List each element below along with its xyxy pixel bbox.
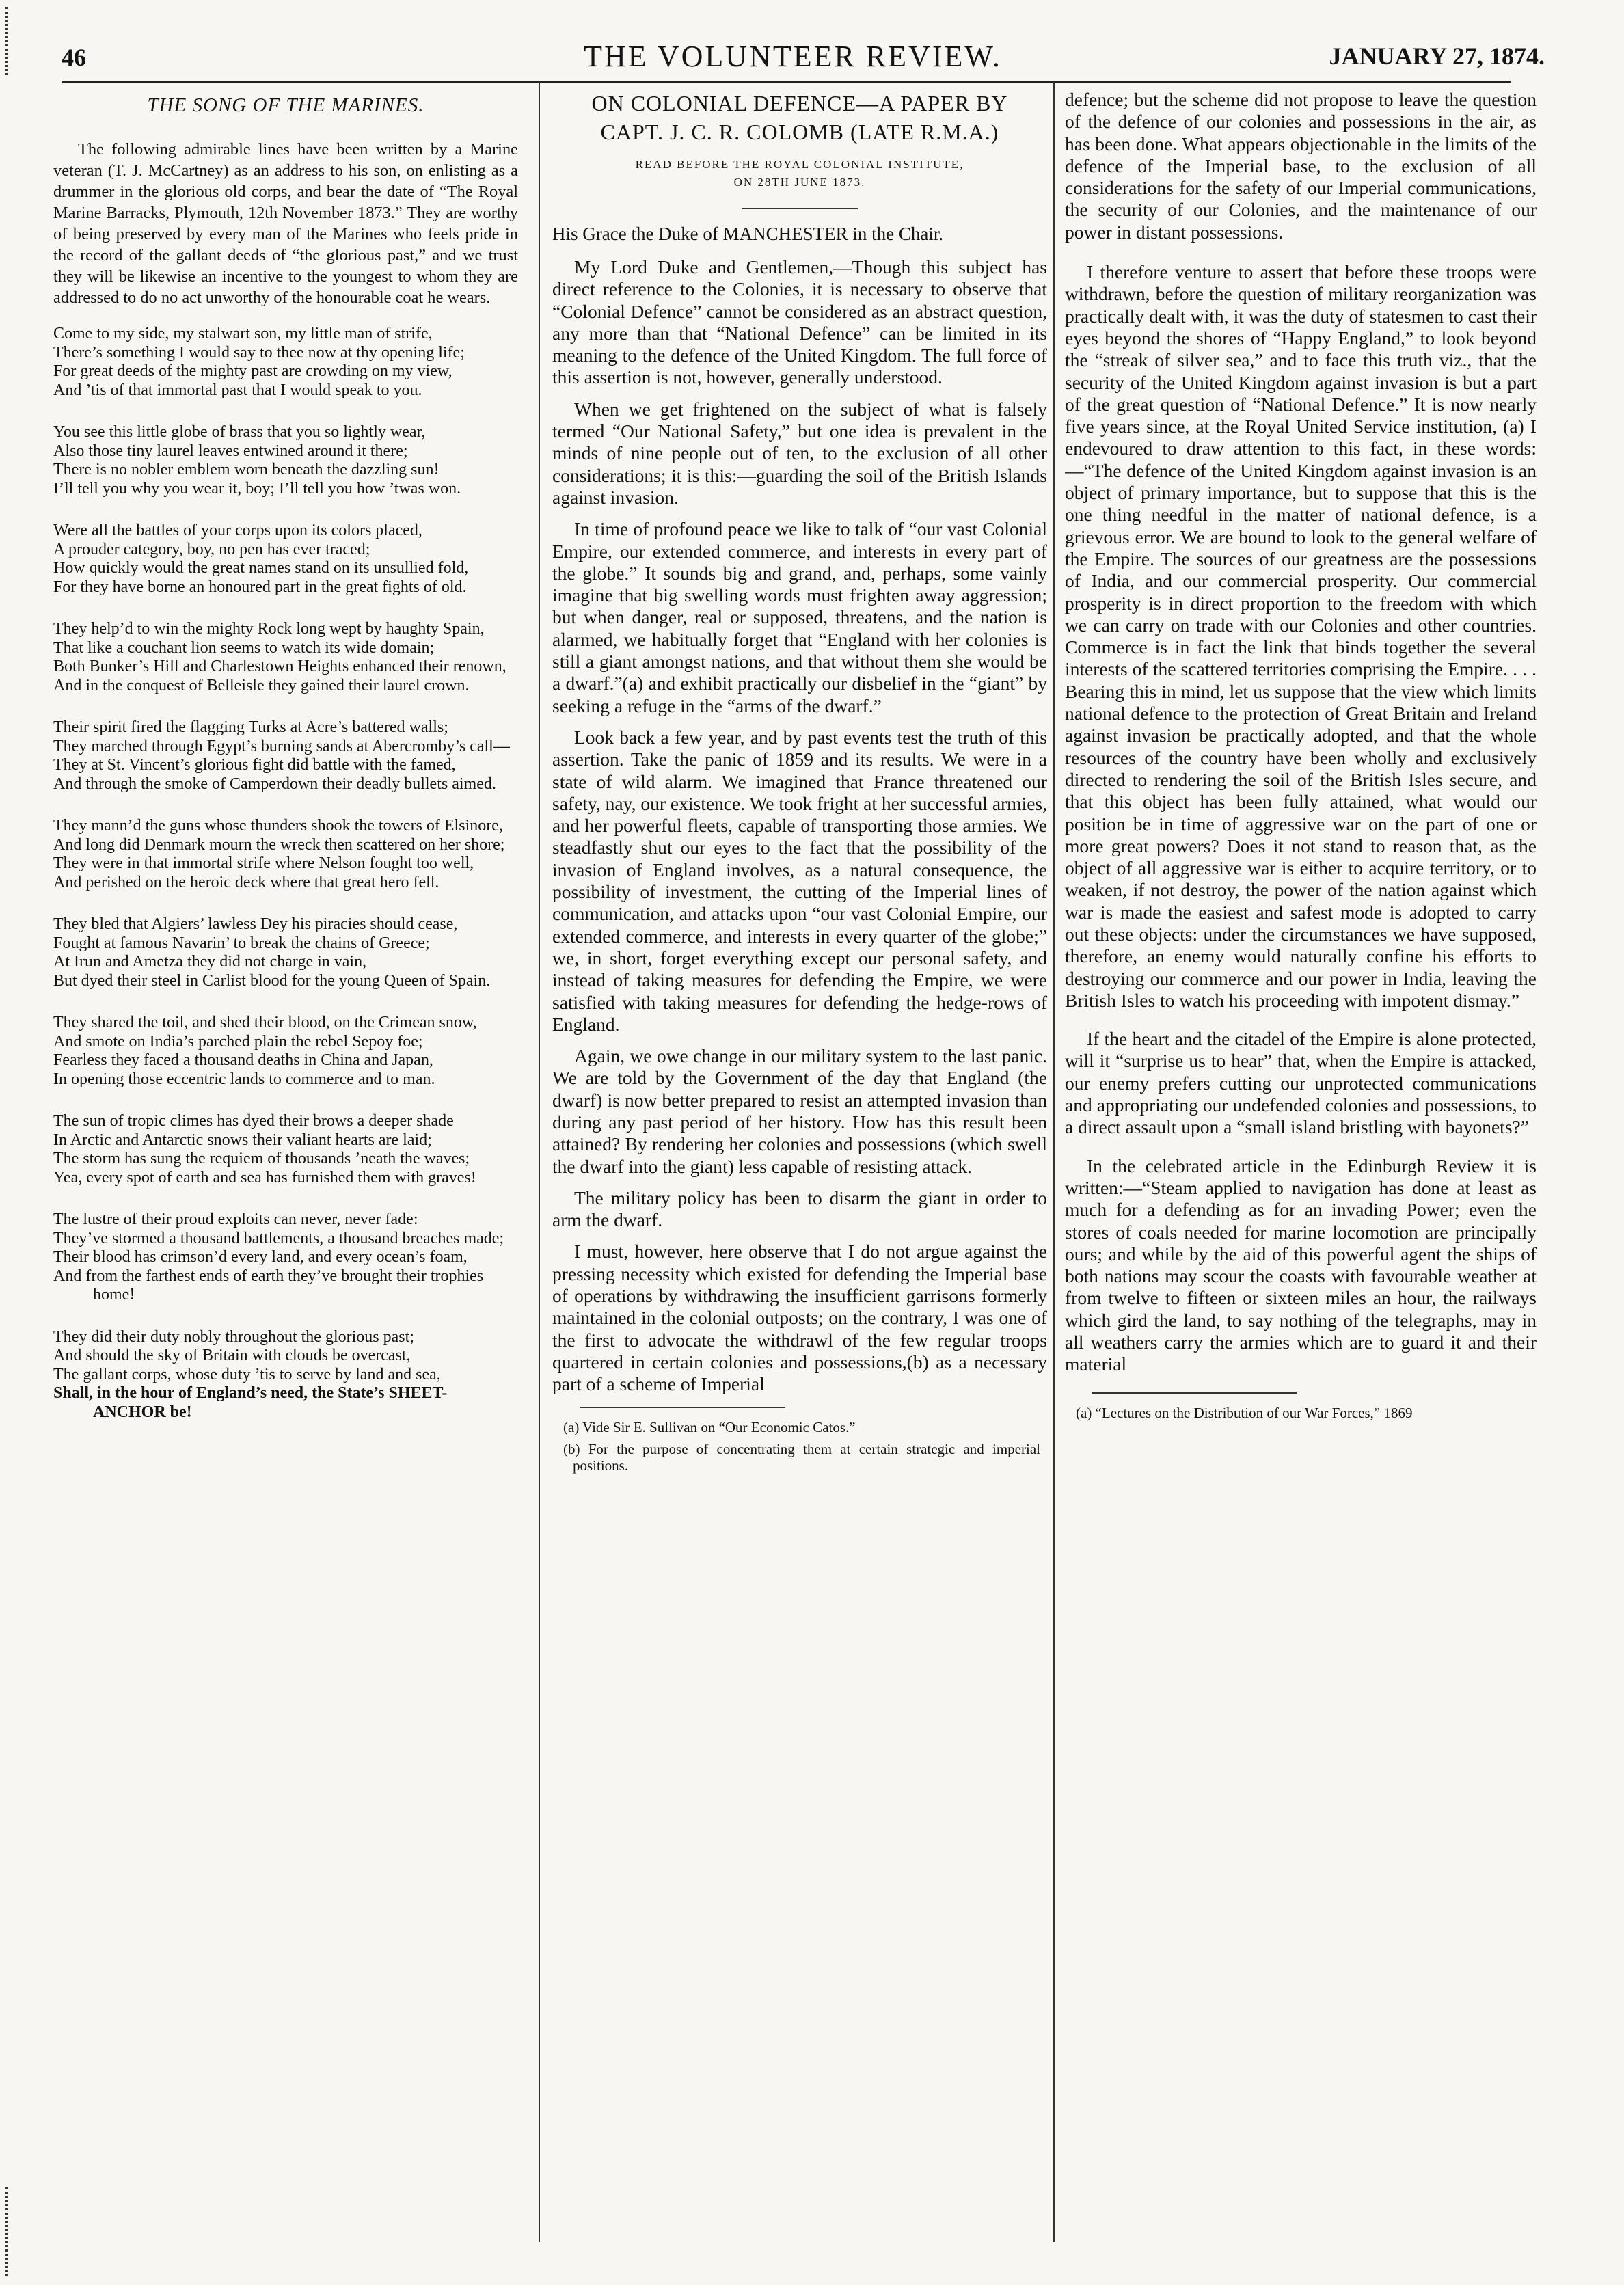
footnotes <box>552 1419 1047 1474</box>
poem-line: Fearless they faced a thousand deaths in China and Japan, <box>53 1051 433 1069</box>
poem-stanza <box>53 817 518 892</box>
article-paragraph: The military policy has been to disarm the giant in order to arm the dwarf. <box>552 1187 1047 1231</box>
poem-line: The sun of tropic climes has dyed their brows a deeper shade <box>53 1112 454 1130</box>
poem-line: The storm has sung the requiem of thousands ’neath the waves; <box>53 1150 470 1167</box>
article-paragraph: In time of profound peace we like to talk of “our vast Colonial Empire, our extended commerce, and interests in every part of the globe.” It sounds big and grand, and, perhaps, some vainly imagine that big swelling words must frighten away aggression; but when danger, real or supposed, threatens, and the nation is alarmed, we habitually forget that “England with her colonies is still a giant amongst nations, and that without them she would be a dwarf.”(a) and exhibit practically our disbelief in the “giant” by seeking a refuge in the “arms of the dwarf.” <box>552 518 1047 716</box>
poem-stanza <box>53 1328 518 1422</box>
article-title-line: CAPT. J. C. R. COLOMB (LATE R.M.A.) <box>600 120 999 144</box>
poem-line: And from the farthest ends of earth they’ve brought their trophies home! <box>53 1267 484 1303</box>
poem-line: They at St. Vincent’s glorious fight did battle with the famed, <box>53 756 456 774</box>
poem-line: Were all the battles of your corps upon its colors placed, <box>53 522 422 539</box>
poem-line: Come to my side, my stalwart son, my little man of strife, <box>53 325 433 342</box>
poem-stanza <box>53 522 518 597</box>
poem-line: They help’d to win the mighty Rock long wept by haughty Spain, <box>53 620 485 638</box>
article-paragraph: Again, we owe change in our military system to the last panic. We are told by the Government of the day that England (the dwarf) is now better prepared to resist an attempted invasion than during any past period of her history. How has this result been attained? By rendering her colonies and possessions (which swell the dwarf into the giant) less capable of resisting attack. <box>552 1045 1047 1177</box>
poem-line: How quickly would the great names stand on its unsullied fold, <box>53 559 469 577</box>
poem-intro: The following admirable lines have been written by a Marine veteran (T. J. McCartney) as an address to his son, on enlisting as a drummer in the glorious old corps, and bear the date of “The Royal Marine Barracks, Plymouth, 12th November 1873.” They are worthy of being preserved by every man of the Marines who feels pride in the record of the gallant deeds of “the glorious past,” and we trust they will be likewise an incentive to the youngest to whom they are addressed to do no act unworthy of the honourable coat he wears. <box>53 140 518 307</box>
poem-stanza <box>53 1112 518 1187</box>
poem-title: THE SONG OF THE MARINES. <box>147 94 424 116</box>
poem-line: And smote on India’s parched plain the rebel Sepoy foe; <box>53 1032 423 1051</box>
poem-line: And long did Denmark mourn the wreck then scattered on her shore; <box>53 835 505 854</box>
poem-line: At Irun and Ametza they did not charge in vain, <box>53 953 367 971</box>
poem-line: Also those tiny laurel leaves entwined around it there; <box>53 442 408 460</box>
article-paragraph: My Lord Duke and Gentlemen,—Though this subject has direct reference to the Colonies, it is necessary to observe that “Colonial Defence” cannot be considered as an abstract question, any more than that “National Defence” can be limited in its meaning to the defence of the United Kingdom. The full force of this assertion is not, however, generally understood. <box>552 256 1047 388</box>
poem-line: They were in that immortal strife where Nelson fought too well, <box>53 854 474 872</box>
poem-stanza <box>53 620 518 695</box>
scan-edge-mark <box>5 2187 12 2276</box>
poem-line: Fought at famous Navarin’ to break the chains of Greece; <box>53 934 430 952</box>
article-paragraphs <box>552 256 1047 1396</box>
footnote-rule <box>1092 1392 1297 1394</box>
article-paragraph: When we get frightened on the subject of what is falsely termed “Our National Safety,” but one idea is prevalent in the minds of nine people out of ten, to the exclusion of all other considerations; it is this:—guarding the soil of the British Islands against invasion. <box>552 398 1047 508</box>
article-paragraph: I therefore venture to assert that before these troops were withdrawn, before the question of military reorganization was practically dealt with, it was the duty of statesmen to cast their eyes beyond the shores of “Happy England,” to look beyond the “streak of silver sea,” and to face this truth viz., that the security of the United Kingdom against invasion is but a part of the great question of “National Defence.” It is now nearly five years since, at the Royal United Service institution, (a) I endevoured to draw attention to this fact, in these words:—“The defence of the United Kingdom against invasion is an object of primary importance, but to suppose that this is the one thing needful in the matter of national defence, is a grievous error. We are bound to look to the general welfare of the Empire. The sources of our greatness are the possessions of India, and our commercial prosperity. Our commercial prosperity is in direct proportion to the freedom with which we can carry on trade with our Colonies and other countries. Commerce is in fact the link that binds together the several interests of the scattered territories comprising the Empire. . . . Bearing this in mind, let us suppose that the view which limits national defence to the protection of Great Britain and Ireland against invasion be practically adopted, and that the whole resources of the country have been wholly and exclusively directed to rendering the soil of the British Isles secure, and that this object has been fully attained, what would our position be in time of aggressive war on the part of one or more great powers? Does it not stand to reason that, as the object of all aggressive war is either to acquire territory, or to weaken, if not destroy, the power of the nation against which war is made the easiest and safest mode is adopted to carry out these objects: under the circumstances we have supposed, therefore, an enemy would naturally confine his efforts to destroying our commerce and our power in India, leaving the British Isles to watch his proceeding with impotent dismay.” <box>1065 261 1537 1011</box>
article-title-line: ON COLONIAL DEFENCE—A PAPER BY <box>591 91 1008 116</box>
poem-line: And in the conquest of Belleisle they gained their laurel crown. <box>53 676 470 694</box>
poem-line: But dyed their steel in Carlist blood for the young Queen of Spain. <box>53 971 491 990</box>
poem-line: They bled that Algiers’ lawless Dey his piracies should cease, <box>53 915 458 933</box>
poem-line: I’ll tell you why you wear it, boy; I’ll tell you how ’twas won. <box>53 479 461 498</box>
poem-line: For great deeds of the mighty past are crowding on my view, <box>53 362 452 380</box>
article-paragraph: defence; but the scheme did not propose to leave the question of the defence of our colonies and possessions in the air, as has been done. What appears objectionable in the limits of the defence of the Imperial base, to the exclusion of all considerations for the safety of our Imperial communications, the security of our Colonies, and the maintenance of our power in distant possessions. <box>1065 89 1537 243</box>
article-column-2 <box>1065 89 1537 2242</box>
footnote-rule <box>580 1407 785 1408</box>
article-title <box>552 89 1047 146</box>
scan-edge-mark <box>5 7 12 75</box>
poem-line: And perished on the heroic deck where that great hero fell. <box>53 873 439 891</box>
footnote: (a) “Lectures on the Distribution of our War Forces,” 1869 <box>1076 1404 1413 1421</box>
poem-line: A prouder category, boy, no pen has ever traced; <box>53 540 370 558</box>
column-divider <box>1053 82 1055 2242</box>
article-paragraph: If the heart and the citadel of the Empire is alone protected, will it “surprise us to hear” that, when the Empire is attacked, our enemy prefers cutting our unprotected communications and appropriating our undefended colonies and possessions, to a direct assault upon a “small island bristling with bayonets?” <box>1065 1028 1537 1138</box>
poem-stanza <box>53 1211 518 1305</box>
footnote: (a) Vide Sir E. Sullivan on “Our Economic Catos.” <box>563 1418 856 1435</box>
poem-line: In Arctic and Antarctic snows their valiant hearts are laid; <box>53 1131 432 1149</box>
issue-date: JANUARY 27, 1874. <box>1329 42 1545 70</box>
poem-line: There’s something I would say to thee now at thy opening life; <box>53 343 465 362</box>
poem-line: Shall, in the hour of England’s need, the State’s SHEET-ANCHOR be! <box>53 1384 448 1421</box>
poem-line: There is no nobler emblem worn beneath the dazzling sun! <box>53 461 439 478</box>
article-paragraph: In the celebrated article in the Edinburgh Review it is written:—“Steam applied to navigation has done at least as much for a defending as for an invading Power; even the stores of coals needed for marine locomotion are principally ours; and while by the aid of this powerful agent the ships of both nations may scour the coasts with favourable weather at from twelve to fifteen or sixteen miles an hour, the railways which gird the land, to say nothing of the telegraphs, may in all weathers carry the armies which are to guard it and their material <box>1065 1154 1537 1375</box>
article-subtitle-line: READ BEFORE THE ROYAL COLONIAL INSTITUTE, <box>635 158 964 171</box>
title-rule <box>742 208 858 209</box>
article-paragraphs <box>1065 261 1537 1376</box>
column-divider <box>539 82 540 2242</box>
footnote: (b) For the purpose of concentrating them at certain strategic and imperial positions. <box>563 1440 1040 1474</box>
poem-line: They did their duty nobly throughout the glorious past; <box>53 1327 414 1346</box>
poem-line: And through the smoke of Camperdown their deadly bullets aimed. <box>53 774 496 793</box>
poem-line: They mann’d the guns whose thunders shook the towers of Elsinore, <box>53 817 503 835</box>
poem-stanza <box>53 1014 518 1089</box>
article-chair-note: His Grace the Duke of MANCHESTER in the Chair. <box>552 224 944 244</box>
poem-line: And ’tis of that immortal past that I would speak to you. <box>53 381 422 399</box>
poem-line: That like a couchant lion seems to watch its wide domain; <box>53 638 435 657</box>
poem-column <box>53 89 518 2242</box>
poem-stanza <box>53 915 518 990</box>
poem-line: Their spirit fired the flagging Turks at Acre’s battered walls; <box>53 718 448 736</box>
header-rule <box>62 81 1511 83</box>
article-paragraphs-continued <box>1065 89 1537 243</box>
poem-line: Both Bunker’s Hill and Charlestown Heights enhanced their renown, <box>53 658 506 675</box>
poem-stanza <box>53 423 518 498</box>
poem-line: They’ve stormed a thousand battlements, a thousand breaches made; <box>53 1229 504 1247</box>
poem-stanzas <box>53 325 518 1422</box>
poem-line: The gallant corps, whose duty ’tis to serve by land and sea, <box>53 1365 441 1383</box>
poem-line: In opening those eccentric lands to commerce and to man. <box>53 1070 435 1088</box>
footnotes <box>1065 1405 1537 1421</box>
poem-line: The lustre of their proud exploits can never, never fade: <box>53 1211 418 1228</box>
poem-stanza <box>53 718 518 794</box>
article-paragraph: I must, however, here observe that I do not argue against the pressing necessity which existed for defending the Imperial base of operations by withdrawing the insufficient garrisons formerly maintained in the colonial outposts; on the contrary, I was one of the first to advocate the withdrawl of the few regular troops quartered in certain colonies and possessions,(b) as a necessary part of a scheme of Imperial <box>552 1241 1047 1395</box>
poem-stanza <box>53 325 518 400</box>
article-paragraph: Look back a few year, and by past events test the truth of this assertion. Take the panic of 1859 and its results. We were in a state of wild alarm. We imagined that France threatened our safety, nay, our existence. We took fright at her successful armies, and her powerful fleets, capable of transporting those armies. We steadfastly shut our eyes to the fact that the possibility of the invasion of England involves, as a natural consequence, the possibility of investment, the cutting of the Imperial lines of communication, and attacks upon “our vast Colonial Empire, our extended commerce, and interests in every quarter of the globe;” we, in short, forget everything except our personal safety, and instead of taking measures for defending the Empire, we were satisfied with taking measures for defending the hedge-rows of England. <box>552 726 1047 1035</box>
poem-line: Yea, every spot of earth and sea has furnished them with graves! <box>53 1168 476 1187</box>
article-subtitle <box>552 156 1047 191</box>
poem-line: For they have borne an honoured part in the great fights of old. <box>53 578 467 596</box>
poem-line: They shared the toil, and shed their blood, on the Crimean snow, <box>53 1014 477 1031</box>
poem-line: You see this little globe of brass that you so lightly wear, <box>53 423 426 441</box>
article-column-1 <box>552 89 1047 2242</box>
page-header <box>41 38 1545 79</box>
article-subtitle-line: ON 28TH JUNE 1873. <box>733 176 866 189</box>
poem-line: They marched through Egypt’s burning sands at Abercromby’s call— <box>53 737 510 755</box>
journal-title: THE VOLUNTEER REVIEW. <box>584 40 1002 73</box>
poem-line: Their blood has crimson’d every land, and every ocean’s foam, <box>53 1248 468 1266</box>
page-number: 46 <box>62 44 86 71</box>
poem-line: And should the sky of Britain with clouds be overcast, <box>53 1347 411 1364</box>
